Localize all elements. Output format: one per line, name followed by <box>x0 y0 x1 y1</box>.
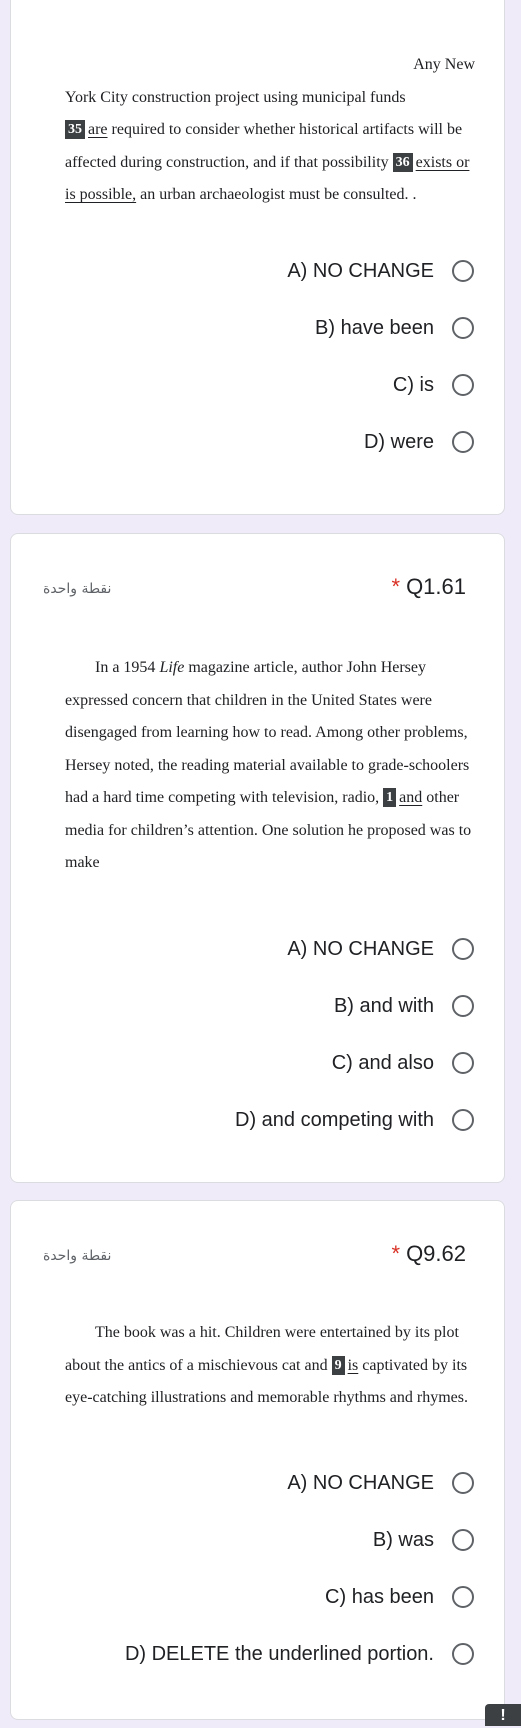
passage-body <box>65 1317 475 1415</box>
question-number: Q1.61 <box>406 574 466 599</box>
option-a[interactable] <box>287 251 474 291</box>
passage-text: The book was a hit. Children were entertained by its plot about the antics of a mischievous cat and <box>65 1324 459 1374</box>
option-d[interactable] <box>125 1634 474 1674</box>
question-number: Q9.62 <box>406 1241 466 1266</box>
passage-text: required to consider whether historical artifacts will be affected during construction, and if that possibility <box>65 121 463 171</box>
question-passage <box>65 1317 475 1415</box>
option-label: D) were <box>363 430 434 453</box>
points-label: نقطة واحدة <box>43 581 112 597</box>
underlined-portion: exists or is possible, <box>65 153 470 203</box>
option-c[interactable] <box>393 365 474 405</box>
underlined-portion: are <box>88 121 108 138</box>
radio-button[interactable] <box>452 995 474 1017</box>
radio-button[interactable] <box>452 1472 474 1494</box>
passage-body <box>65 652 475 880</box>
question-number-marker: 9 <box>332 1356 345 1375</box>
option-label: A) NO CHANGE <box>287 1471 434 1494</box>
passage-italic: Life <box>159 659 185 676</box>
option-label: C) is <box>392 373 434 396</box>
radio-button[interactable] <box>452 1643 474 1665</box>
radio-button[interactable] <box>452 938 474 960</box>
question-title <box>392 1241 467 1267</box>
radio-button[interactable] <box>452 1052 474 1074</box>
required-asterisk: * <box>391 574 401 599</box>
option-label: D) DELETE the underlined portion. <box>124 1642 434 1665</box>
underlined-portion: is <box>347 1356 359 1374</box>
option-d[interactable] <box>235 1100 474 1140</box>
passage-body <box>65 82 475 212</box>
option-label: B) was <box>372 1528 434 1551</box>
radio-button[interactable] <box>452 1529 474 1551</box>
question-header <box>11 569 504 609</box>
feedback-badge[interactable]: ! <box>485 1704 521 1726</box>
passage-text: an urban archaeologist must be consulted. . <box>136 186 417 203</box>
passage-text: In a 1954 <box>95 659 160 676</box>
option-b[interactable] <box>334 986 474 1026</box>
option-label: B) and with <box>333 994 434 1017</box>
radio-button[interactable] <box>452 317 474 339</box>
passage-text: other media for children’s attention. One solution he proposed was to make <box>65 789 472 871</box>
question-title <box>392 574 467 600</box>
radio-button[interactable] <box>452 260 474 282</box>
radio-button[interactable] <box>452 431 474 453</box>
option-b[interactable] <box>315 308 474 348</box>
passage-text: York City construction project using municipal funds <box>65 88 406 106</box>
radio-button[interactable] <box>452 374 474 396</box>
option-label: D) and competing with <box>235 1108 434 1131</box>
option-label: B) have been <box>315 316 434 339</box>
option-label: C) and also <box>331 1051 434 1074</box>
question-card-q1-61 <box>10 533 505 1183</box>
required-asterisk: * <box>391 1241 401 1266</box>
option-b[interactable] <box>373 1520 474 1560</box>
underlined-portion: and <box>399 789 423 806</box>
radio-button[interactable] <box>452 1586 474 1608</box>
option-d[interactable] <box>364 422 474 462</box>
radio-button[interactable] <box>452 1109 474 1131</box>
question-number-marker: 36 <box>393 153 413 172</box>
option-a[interactable] <box>287 929 474 969</box>
option-label: C) has been <box>325 1585 434 1608</box>
passage-lead: Any New <box>413 56 475 73</box>
question-passage <box>65 652 475 880</box>
passage-text: magazine article, author John Hersey expressed concern that children in the United States were disengaged from learning how to read. Among other problems, Hersey noted, the reading material available to grade-schoolers had a hard time competing with television, radio, <box>65 659 470 806</box>
option-c[interactable] <box>332 1043 474 1083</box>
option-c[interactable] <box>325 1577 474 1617</box>
option-a[interactable] <box>287 1463 474 1503</box>
option-label: A) NO CHANGE <box>287 259 434 282</box>
question-header <box>11 1236 504 1276</box>
question-passage <box>65 49 475 212</box>
question-card-35 <box>10 0 505 515</box>
question-card-q9-62 <box>10 1200 505 1720</box>
question-number-marker: 35 <box>65 120 85 139</box>
option-label: A) NO CHANGE <box>287 937 434 960</box>
points-label: نقطة واحدة <box>43 1248 112 1264</box>
passage-text: captivated by its eye-catching illustrations and memorable rhythms and rhymes. <box>65 1356 468 1406</box>
question-number-marker: 1 <box>383 788 396 807</box>
